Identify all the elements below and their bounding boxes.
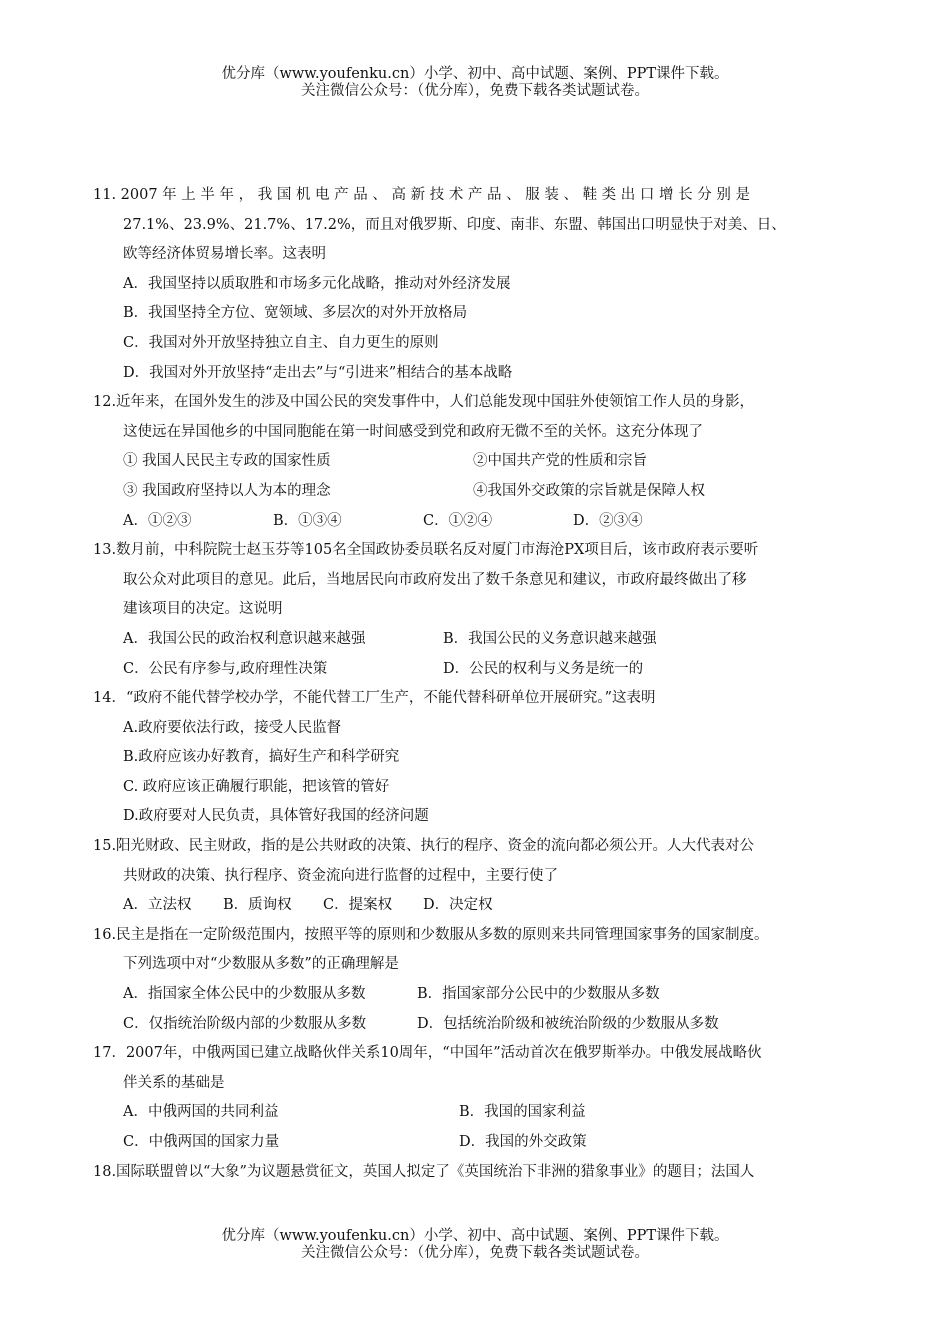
q13-option-c: C．公民有序参与,政府理性决策 (123, 660, 328, 677)
q11-option-c: C．我国对外开放坚持独立自主、自力更生的原则 (123, 334, 439, 351)
q13-option-a: A．我国公民的政治权利意识越来越强 (123, 630, 366, 647)
q18-stem: 18.国际联盟曾以“大象”为议题悬赏征文，英国人拟定了《英国统治下非洲的猎象事业》的题目；法国人 (93, 1163, 755, 1180)
q13-options-row (93, 655, 868, 685)
q15-option-a: A．立法权 (123, 897, 192, 914)
q16-option-d: D．包括统治阶级和被统治阶级的少数服从多数 (417, 1015, 719, 1032)
question-list (93, 181, 868, 1187)
q12-option-c: C．①②④ (423, 512, 493, 529)
q17-options-row (93, 1128, 868, 1158)
footer-line-2: 关注微信公众号：（优分库），免费下载各类试题试卷。 (301, 1245, 649, 1261)
q12-statement-2: ②中国共产党的性质和宗旨 (473, 453, 647, 470)
q13-stem: 13.数月前，中科院院士赵玉芬等105名全国政协委员联名反对厦门市海沧PX项目后，该市政府表示要听 (93, 542, 759, 559)
q17-options-row (93, 1098, 868, 1128)
q11-option-a: A．我国坚持以质取胜和市场多元化战略，推动对外经济发展 (123, 275, 511, 292)
q15-stem-cont: 共财政的决策、执行程序、资金流向进行监督的过程中，主要行使了 (123, 867, 558, 884)
page-footer (0, 1228, 950, 1262)
q12-statements-row (93, 447, 868, 477)
q14-stem: 14．“政府不能代替学校办学，不能代替工厂生产，不能代替科研单位开展研究。”这表明 (93, 690, 656, 707)
q12-options-row (93, 507, 868, 537)
q13-options-row (93, 625, 868, 655)
q16-options-row (93, 1010, 868, 1040)
q16-option-a: A．指国家全体公民中的少数服从多数 (123, 986, 366, 1003)
q15-option-c: C．提案权 (323, 897, 393, 914)
q14-option-a: A.政府要依法行政，接受人民监督 (123, 719, 342, 736)
q12-statement-4: ④我国外交政策的宗旨就是保障人权 (473, 482, 705, 499)
q17-stem-cont: 伴关系的基础是 (123, 1074, 225, 1091)
q11-stem: 11. 2007 年 上 半 年 ， 我 国 机 电 产 品 、 高 新 技 术 产 品 、 服 装 、 鞋 类 出 口 增 长 分 别 是 (93, 187, 750, 203)
q14-option-c: C. 政府应该正确履行职能，把该管的管好 (123, 778, 390, 795)
q12-statement-1: ① 我国人民民主专政的国家性质 (123, 453, 331, 470)
q15-option-b: B．质询权 (223, 897, 292, 914)
q12-stem: 12.近年来，在国外发生的涉及中国公民的突发事件中，人们总能发现中国驻外使领馆工作人员的身影， (93, 394, 755, 411)
q17-option-c: C．中俄两国的国家力量 (123, 1134, 280, 1150)
header-line-1: 优分库（www.youfenku.cn）小学、初中、高中试题、案例、PPT课件下载。 (221, 66, 729, 82)
q17-option-d: D．我国的外交政策 (459, 1134, 587, 1150)
q12-statements-row (93, 477, 868, 507)
q17-stem: 17．2007年，中俄两国已建立战略伙伴关系10周年，“中国年”活动首次在俄罗斯举办。中俄发展战略伙 (93, 1045, 762, 1062)
footer-line-1: 优分库（www.youfenku.cn）小学、初中、高中试题、案例、PPT课件下载。 (221, 1228, 729, 1244)
q12-stem-cont: 这使远在异国他乡的中国同胞能在第一时间感受到党和政府无微不至的关怀。这充分体现了 (123, 423, 703, 440)
q15-stem: 15.阳光财政、民主财政，指的是公共财政的决策、执行的程序、资金的流向都必须公开。人大代表对公 (93, 838, 755, 855)
q11-option-b: B．我国坚持全方位、宽领域、多层次的对外开放格局 (123, 305, 468, 322)
q12-option-b: B．①③④ (273, 512, 342, 529)
q13-option-b: B．我国公民的义务意识越来越强 (443, 630, 657, 647)
q16-stem-cont: 下列选项中对“少数服从多数”的正确理解是 (123, 956, 399, 973)
q15-option-d: D．决定权 (423, 897, 493, 914)
page-header (0, 66, 950, 100)
q16-option-b: B．指国家部分公民中的少数服从多数 (417, 986, 660, 1003)
header-line-2: 关注微信公众号：（优分库），免费下载各类试题试卷。 (301, 83, 649, 99)
q11-stem-cont: 欧等经济体贸易增长率。这表明 (123, 246, 326, 263)
q14-option-b: B.政府应该办好教育，搞好生产和科学研究 (123, 749, 400, 766)
q13-stem-cont: 取公众对此项目的意见。此后，当地居民向市政府发出了数千条意见和建议，市政府最终做出了移 (123, 571, 747, 588)
q11-option-d: D．我国对外开放坚持“走出去”与“引进来”相结合的基本战略 (123, 364, 513, 381)
q17-option-a: A．中俄两国的共同利益 (123, 1104, 279, 1121)
q11-stem-cont: 27.1%、23.9%、21.7%、17.2%，而且对俄罗斯、印度、南非、东盟、韩国出口明显快于对美、日、 (123, 216, 786, 233)
q12-statement-3: ③ 我国政府坚持以人为本的理念 (123, 482, 331, 499)
q17-option-b: B．我国的国家利益 (459, 1104, 586, 1121)
q12-option-d: D．②③④ (573, 512, 643, 529)
q15-options-row (93, 891, 868, 921)
q13-stem-cont: 建该项目的决定。这说明 (123, 601, 283, 618)
q13-option-d: D．公民的权利与义务是统一的 (443, 660, 644, 677)
q16-options-row (93, 980, 868, 1010)
q14-option-d: D.政府要对人民负责，具体管好我国的经济问题 (123, 808, 429, 825)
q16-option-c: C．仅指统治阶级内部的少数服从多数 (123, 1015, 367, 1032)
q12-option-a: A．①②③ (123, 512, 192, 529)
q16-stem: 16.民主是指在一定阶级范围内，按照平等的原则和少数服从多数的原则来共同管理国家事务的国家制度。 (93, 926, 769, 943)
